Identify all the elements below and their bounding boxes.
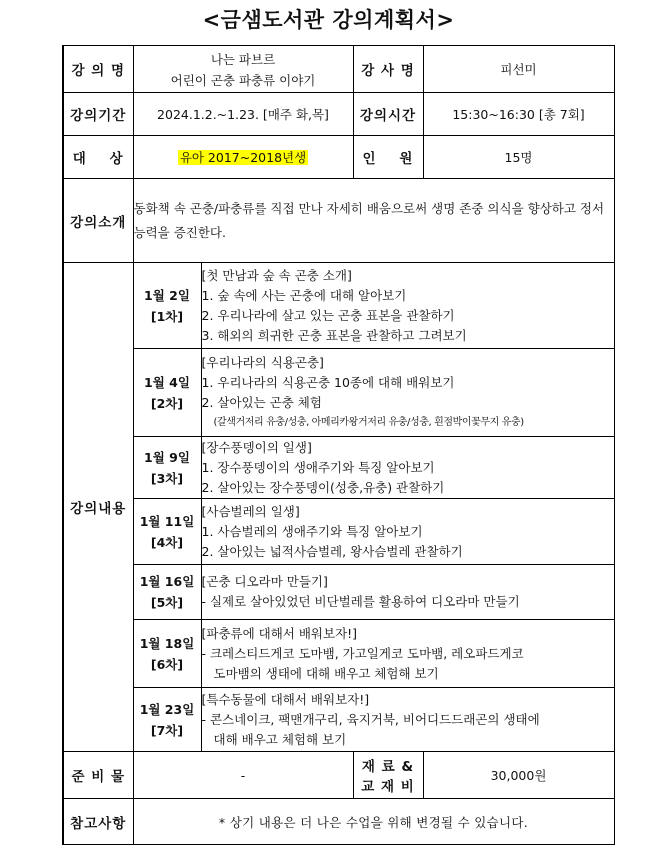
session-row [63,437,614,499]
session-row [63,349,614,437]
session-date [133,437,201,499]
session-date [133,349,201,437]
session-heading: [우리나라의 식용곤충] [201,354,324,370]
session-line: 2. 살아있는 장수풍뎅이(성충,유충) 관찰하기 [201,479,445,495]
session-line: 1. 장수풍뎅이의 생애주기와 특징 알아보기 [201,459,435,475]
instructor-label: 강 사 명 [353,46,423,93]
document-title: <금샘도서관 강의계획서> [202,8,455,32]
supplies-label: 준 비 물 [63,752,133,799]
session-content [201,263,614,349]
session-date-text: 1월 16일 [139,574,195,589]
supplies-row [63,752,614,799]
time-value: 15:30~16:30 [총 7회] [423,93,614,136]
session-line: 1. 숲 속에 사는 곤충에 대해 알아보기 [201,287,407,303]
session-heading: [곤충 디오라마 만들기] [201,574,328,589]
intro-label: 강의소개 [63,179,133,263]
lecture-plan-table [62,45,615,845]
session-number: [5차] [150,595,184,610]
session-line: 2. 살아있는 넓적사슴벌레, 왕사슴벌레 관찰하기 [201,543,463,559]
notes-label: 참고사항 [63,799,133,845]
session-heading: [장수풍뎅이의 일생] [201,439,312,455]
course-name-row [63,46,614,93]
session-row [63,263,614,349]
session-line: - 크레스티드게코 도마뱀, 가고일게코 도마뱀, 레오파드게코 [201,645,524,661]
time-label: 강의시간 [353,93,423,136]
material-label-line2: 교 재 비 [361,779,415,795]
session-date-text: 1월 23일 [139,701,195,717]
content-label: 강의내용 [63,263,133,752]
intro-text: 동화책 속 곤충/파충류를 직접 만나 자세히 배움으로써 생명 존중 의식을 향상하고 정서 능력을 증진한다. [133,179,614,263]
session-heading: [첫 만남과 숲 속 곤충 소개] [201,267,352,283]
session-date [133,263,201,349]
session-number: [4차] [150,534,184,550]
session-content [201,620,614,688]
material-value: 30,000원 [423,752,614,799]
session-content [201,688,614,752]
session-number: [2차] [150,395,184,411]
session-row [63,688,614,752]
notes-value: * 상기 내용은 더 나은 수업을 위해 변경될 수 있습니다. [133,799,614,845]
course-name-line2: 어린이 곤충 파충류 이야기 [170,72,316,88]
material-label-line1: 재 료 & [361,759,415,775]
course-name-line1: 나는 파브르 [210,51,276,67]
session-row [63,565,614,620]
course-name-label: 강 의 명 [63,46,133,93]
session-row [63,620,614,688]
notes-row [63,799,614,845]
capacity-value: 15명 [423,136,614,179]
target-label: 대 상 [63,136,133,179]
target-highlight: 유아 2017~2018년생 [179,150,307,165]
period-row [63,93,614,136]
material-label [353,752,423,799]
session-date-text: 1월 4일 [144,374,190,390]
supplies-value: - [133,752,353,799]
session-date [133,688,201,752]
session-line: - 콘스네이크, 팩맨개구리, 육지거북, 비어디드드래곤의 생태에 [201,711,540,727]
target-row [63,136,614,179]
session-row [63,499,614,565]
session-heading: [파충류에 대해서 배워보자!] [201,625,358,641]
session-date-text: 1월 18일 [139,635,195,651]
session-date-text: 1월 2일 [144,287,190,303]
session-heading: [사슴벌레의 일생] [201,503,300,519]
session-heading: [특수동물에 대해서 배워보자!] [201,691,370,707]
session-content [201,437,614,499]
session-date [133,620,201,688]
session-line: 2. 우리나라에 살고 있는 곤충 표본을 관찰하기 [201,307,455,323]
session-line: 1. 우리나라의 식용곤충 10종에 대해 배워보기 [201,374,455,390]
session-line: - 실제로 살아있었던 비단벌레를 활용하여 디오라마 만들기 [201,594,520,609]
session-line: 대해 배우고 체험해 보기 [213,731,347,747]
target-value [133,136,353,179]
session-line: 2. 살아있는 곤충 체험 [201,394,322,410]
session-content [201,499,614,565]
session-line: 도마뱀의 생태에 대해 배우고 체험해 보기 [213,665,439,681]
instructor-value: 피선미 [423,46,614,93]
session-note: (갈색거저리 유충/성충, 아메리카왕거저리 유충/성충, 흰점박이꽃무지 유충) [213,416,524,428]
capacity-label: 인 원 [353,136,423,179]
session-number: [1차] [150,308,184,324]
session-number: [7차] [150,722,184,738]
session-date-text: 1월 11일 [139,513,195,529]
session-date [133,499,201,565]
period-value: 2024.1.2.~1.23. [매주 화,목] [133,93,353,136]
session-date [133,565,201,620]
session-line: 3. 해외의 희귀한 곤충 표본을 관찰하고 그려보기 [201,327,467,343]
intro-row [63,179,614,263]
session-content [201,349,614,437]
period-label: 강의기간 [63,93,133,136]
course-name-value [133,46,353,93]
session-date-text: 1월 9일 [144,449,190,465]
session-number: [3차] [150,470,184,486]
session-number: [6차] [150,656,184,672]
session-content [201,565,614,620]
session-line: 1. 사슴벌레의 생애주기와 특징 알아보기 [201,523,423,539]
